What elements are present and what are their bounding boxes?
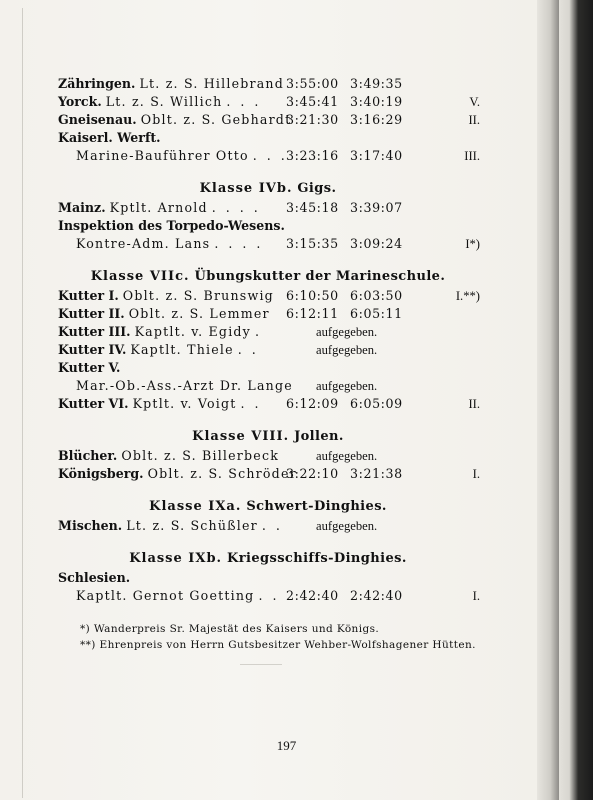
elapsed-time: 3:22:10 [286, 466, 339, 481]
boat-name: Mainz. [58, 200, 106, 215]
status-given-up: aufgegeben. [316, 325, 378, 339]
corrected-time: 3:09:24 [350, 236, 403, 251]
table-row [58, 344, 478, 362]
boat-entry [58, 218, 285, 233]
boat-entry [58, 112, 291, 127]
skipper-name: Oblt. z. S. Gebhardt [140, 112, 292, 127]
boat-type-label: Gigs. [297, 181, 337, 196]
placing: II. [468, 397, 480, 411]
boat-name: Yorck. [58, 94, 102, 109]
skipper-name: Marine-Bauführer Otto [76, 148, 249, 163]
boat-entry [58, 342, 259, 357]
footnotes [58, 624, 478, 656]
skipper-name: Oblt. z. S. Lemmer [128, 306, 270, 321]
corrected-time: 3:39:07 [350, 200, 403, 215]
corrected-time: 3:16:29 [350, 112, 403, 127]
boat-entry [58, 588, 279, 603]
leader-dots: . . . . [211, 200, 261, 215]
status-given-up: aufgegeben. [316, 519, 378, 533]
skipper-name: Oblt. z. S. Billerbeck [121, 448, 280, 463]
class-heading [58, 264, 478, 290]
leader-dots: . . [240, 396, 262, 411]
leader-dots: . . . [226, 94, 262, 109]
skipper-name: Lt. z. S. Schüßler [126, 518, 258, 533]
skipper-name: Kptlt. Arnold [109, 200, 208, 215]
boat-entry [58, 76, 284, 91]
boat-entry [58, 288, 274, 303]
class-label: Klasse IVb. [199, 181, 293, 196]
boat-name: Blücher. [58, 448, 118, 463]
boat-name: Inspektion des Torpedo-Wesens. [58, 218, 285, 233]
elapsed-time: 2:42:40 [286, 588, 339, 603]
boat-name: Gneisenau. [58, 112, 137, 127]
elapsed-time: 3:21:30 [286, 112, 339, 127]
placing: I.**) [455, 289, 480, 303]
boat-entry [58, 570, 130, 585]
leader-dots: . . [237, 342, 259, 357]
placing: I. [472, 467, 480, 481]
boat-type-label: Jollen. [294, 429, 344, 444]
boat-entry [58, 448, 279, 463]
table-row [58, 520, 478, 538]
table-row [58, 238, 478, 256]
corrected-time: 3:49:35 [350, 76, 403, 91]
skipper-name: Lt. z. S. Willich [105, 94, 223, 109]
boat-name: Kaiserl. Werft. [58, 130, 161, 145]
corrected-time: 3:17:40 [350, 148, 403, 163]
elapsed-time: 6:10:50 [286, 288, 339, 303]
divider [240, 664, 282, 665]
skipper-name: Kaptlt. Thiele [130, 342, 234, 357]
corrected-time: 6:03:50 [350, 288, 403, 303]
skipper-name: Oblt. z. S. Brunswig [122, 288, 274, 303]
boat-entry [58, 378, 293, 393]
footnote: **) Ehrenpreis von Herrn Gutsbesitzer Wehber-Wolfshagener Hütten. [80, 639, 476, 651]
elapsed-time: 3:45:41 [286, 94, 339, 109]
boat-entry [58, 306, 270, 321]
status-given-up: aufgegeben. [316, 449, 378, 463]
elapsed-time: 3:55:00 [286, 76, 339, 91]
placing: II. [468, 113, 480, 127]
placing: V. [469, 95, 480, 109]
leader-dots: . . [261, 518, 283, 533]
boat-entry [58, 236, 263, 251]
skipper-name: Kptlt. v. Voigt [132, 396, 237, 411]
elapsed-time: 3:45:18 [286, 200, 339, 215]
status-given-up: aufgegeben. [316, 343, 378, 357]
corrected-time: 6:05:09 [350, 396, 403, 411]
boat-name: Kutter VI. [58, 396, 129, 411]
boat-name: Schlesien. [58, 570, 131, 585]
page-number: 197 [276, 738, 297, 753]
corrected-time: 3:40:19 [350, 94, 403, 109]
corrected-time: 2:42:40 [350, 588, 403, 603]
boat-entry [58, 94, 261, 109]
boat-name: Kutter IV. [58, 342, 127, 357]
table-row [58, 150, 478, 168]
boat-name: Kutter V. [58, 360, 121, 375]
boat-entry [58, 396, 262, 411]
boat-entry [58, 130, 161, 145]
boat-entry [58, 518, 283, 533]
class-label: Klasse VIIc. [90, 269, 190, 284]
boat-type-label: Kriegsschiffs-Dinghies. [227, 551, 407, 566]
leader-dots: . . . . [214, 236, 264, 251]
class-label: Klasse IXb. [129, 551, 223, 566]
class-heading [58, 424, 478, 450]
footnote: *) Wanderpreis Sr. Majestät des Kaisers und Königs. [80, 623, 380, 635]
binding-rule [22, 8, 23, 798]
class-label: Klasse VIII. [192, 429, 290, 444]
skipper-name: Kaptlt. Gernot Goetting [76, 588, 255, 603]
boat-name: Zähringen. [58, 76, 136, 91]
class-heading [58, 494, 478, 520]
elapsed-time: 6:12:11 [286, 306, 339, 321]
boat-entry [58, 148, 288, 163]
boat-type-label: Schwert-Dinghies. [246, 499, 387, 514]
boat-entry [58, 200, 261, 215]
boat-name: Mischen. [58, 518, 123, 533]
placing: I*) [465, 237, 480, 251]
results-table [58, 78, 478, 656]
leader-dots: . . [258, 588, 280, 603]
skipper-name: Kontre-Adm. Lans [76, 236, 211, 251]
boat-name: Kutter I. [58, 288, 119, 303]
class-heading [58, 546, 478, 572]
table-row [58, 590, 478, 608]
status-given-up: aufgegeben. [316, 379, 378, 393]
corrected-time: 6:05:11 [350, 306, 403, 321]
skipper-name: Kaptlt. v. Egidy [134, 324, 251, 339]
leader-dots: . [255, 324, 263, 339]
boat-entry [58, 466, 297, 481]
skipper-name: Oblt. z. S. Schröder [147, 466, 297, 481]
leader-dots: . . . [252, 148, 288, 163]
class-heading [58, 176, 478, 202]
boat-name: Kutter III. [58, 324, 131, 339]
skipper-name: Mar.-Ob.-Ass.-Arzt Dr. Lange [76, 378, 293, 393]
table-row [58, 468, 478, 486]
elapsed-time: 6:12:09 [286, 396, 339, 411]
table-row [58, 398, 478, 416]
boat-name: Kutter II. [58, 306, 125, 321]
skipper-name: Lt. z. S. Hillebrand [139, 76, 285, 91]
corrected-time: 3:21:38 [350, 466, 403, 481]
boat-type-label: Übungskutter der Marineschule. [194, 269, 446, 284]
elapsed-time: 3:23:16 [286, 148, 339, 163]
placing: III. [464, 149, 480, 163]
page-edge [537, 0, 559, 800]
boat-entry [58, 324, 262, 339]
elapsed-time: 3:15:35 [286, 236, 339, 251]
boat-name: Königsberg. [58, 466, 144, 481]
placing: I. [472, 589, 480, 603]
class-label: Klasse IXa. [149, 499, 242, 514]
boat-entry [58, 360, 120, 375]
